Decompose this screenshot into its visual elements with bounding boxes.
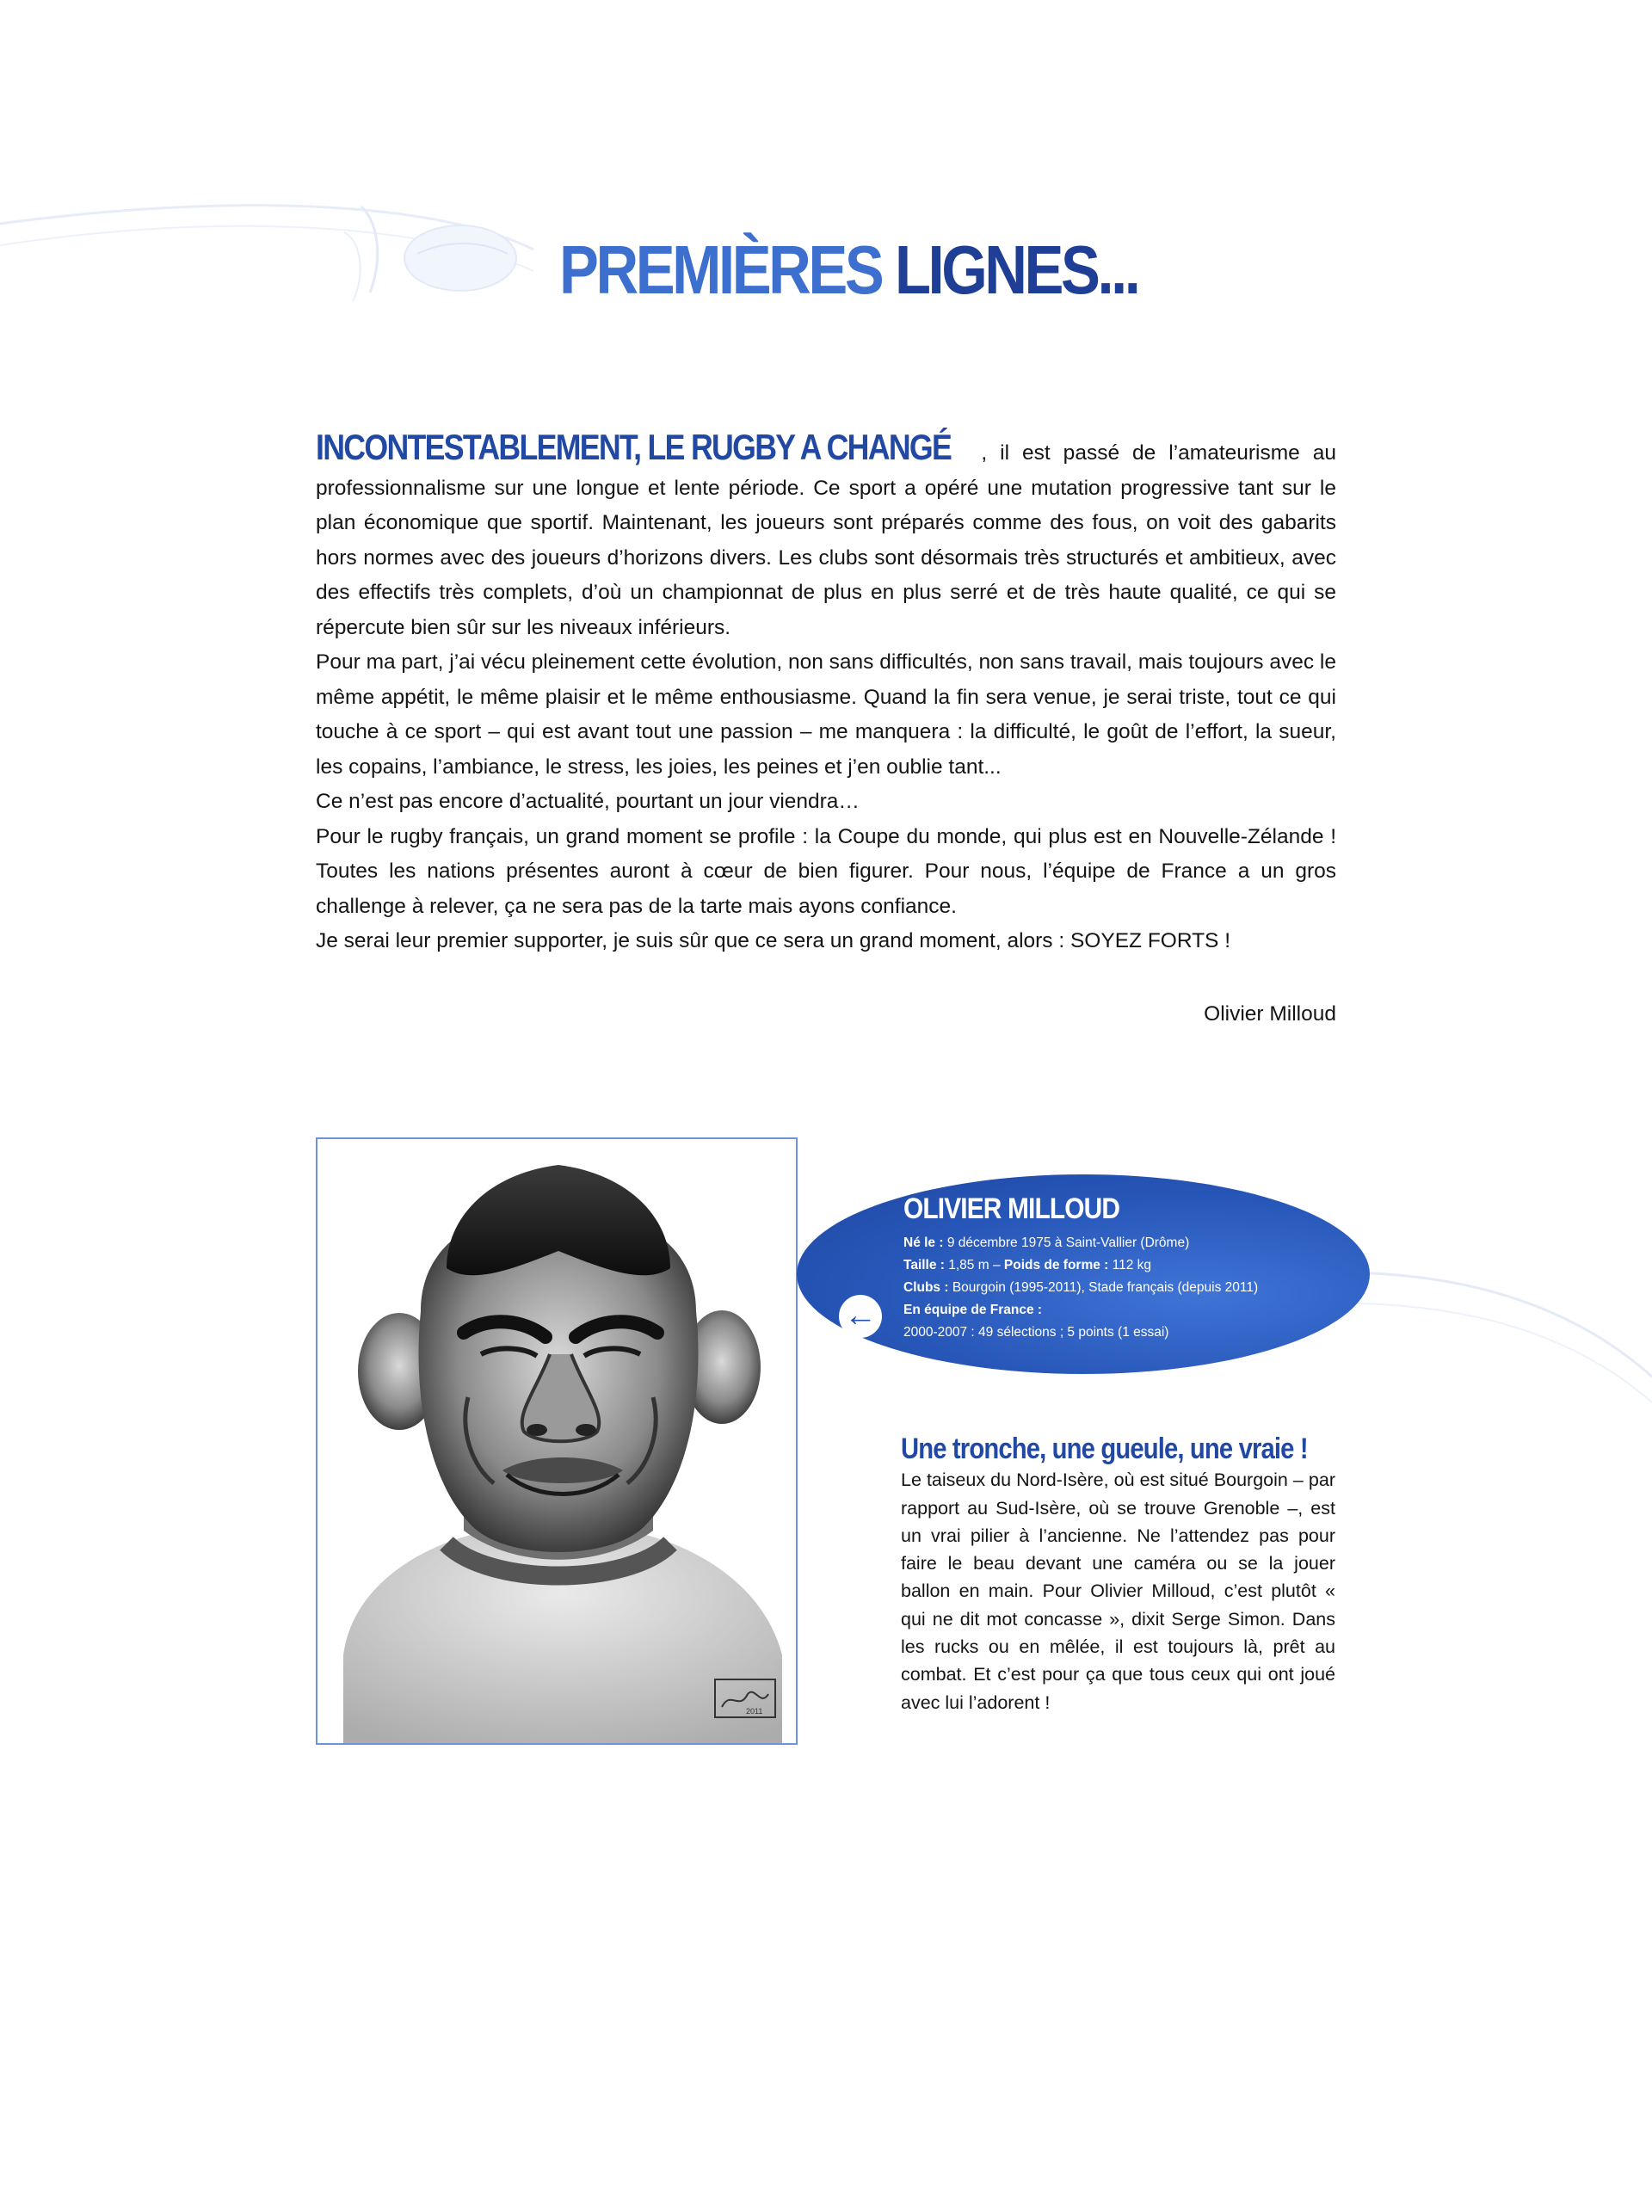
bio-clubs-line: [903, 1277, 1258, 1299]
bio-clubs-label: Clubs :: [903, 1280, 949, 1295]
swoosh-decoration: [1291, 1187, 1652, 1445]
title-part-2: LIGNES...: [894, 231, 1138, 308]
bio-name: OLIVIER MILLOUD: [903, 1192, 1120, 1225]
bio-born-line: [903, 1232, 1258, 1254]
intro-paragraph-1: [316, 427, 1336, 645]
intro-lead: INCONTESTABLEMENT, LE RUGBY A CHANGÉ: [316, 427, 952, 467]
bio-team-label-text: En équipe de France :: [903, 1303, 1043, 1317]
intro-text: [316, 427, 1336, 959]
bio-born-label: Né le :: [903, 1235, 944, 1250]
bio-weight-value: 112 kg: [1108, 1258, 1152, 1272]
intro-paragraph-4: Pour le rugby français, un grand moment se profile : la Coupe du monde, qui plus est en Nouvelle-Zélande ! Toutes les nations présentes auront à cœur de bien figurer. Pour nous, l’équipe de France a un gros challenge à relever, ça ne sera pas de la tarte mais ayons confiance.: [316, 824, 1336, 918]
bio-height-label: Taille :: [903, 1258, 945, 1272]
page-title: [559, 231, 1137, 310]
bio-team-label: [903, 1299, 1258, 1322]
arrow-left-icon: ←: [839, 1295, 882, 1338]
bio-weight-label: Poids de forme :: [1003, 1258, 1109, 1272]
artist-signature-year: 2011: [746, 1707, 763, 1716]
story-text: Le taiseux du Nord-Isère, où est situé Bourgoin – par rapport au Sud-Isère, où se trouve Grenoble –, est un vrai pilier à l’ancienne. Ne l’attendez pas pour faire le beau devant une caméra ou se la jouer ballon en main. Pour Olivier Milloud, c’est plutôt « qui ne dit mot concasse », dixit Serge Simon. Dans les rucks ou en mêlée, il est toujours là, prêt au combat. Et c’est pour ça que tous ceux qui ont joué avec lui l’adorent !: [901, 1470, 1335, 1713]
caricature-portrait: [316, 1137, 798, 1745]
intro-paragraph-5: Je serai leur premier supporter, je suis sûr que ce sera un grand moment, alors : SOYEZ FORTS !: [316, 929, 1231, 952]
intro-paragraph-3: Ce n’est pas encore d’actualité, pourtant un jour viendra…: [316, 790, 860, 813]
story-paragraph: [901, 1435, 1335, 1716]
title-part-1: PREMIÈRES: [559, 231, 882, 308]
bio-size-line: [903, 1254, 1258, 1277]
bio-clubs-value: Bourgoin (1995-2011), Stade français (depuis 2011): [948, 1280, 1259, 1295]
caricature-illustration: [317, 1139, 796, 1743]
bio-team-value: 2000-2007 : 49 sélections ; 5 points (1 essai): [903, 1325, 1169, 1340]
intro-paragraph-2: Pour ma part, j’ai vécu pleinement cette évolution, non sans difficultés, non sans travail, mais toujours avec le même appétit, le même plaisir et le même enthousiasme. Quand la fin sera venue, je serai triste, tout ce qui touche à ce sport – qui est avant tout une passion – me manquera : la difficulté, le goût de l’effort, la sueur, les copains, l’ambiance, le stress, les joies, les peines et j’en oublie tant...: [316, 650, 1336, 779]
bio-height-value: 1,85 m –: [944, 1258, 1004, 1272]
bio-details: [903, 1232, 1258, 1344]
intro-paragraph-1-text: , il est passé de l’amateurisme au professionnalisme sur une longue et lente période. Ce sport a opéré une mutation progressive tant sur le plan économique que sportif. Maintenant, les joueurs sont préparés comme des fous, on voit des gabarits hors normes avec des joueurs d’horizons divers. Les clubs sont désormais très structurés et ambitieux, avec des effectifs très complets, d’où un championnat de plus en plus serré et de très haute qualité, ce qui se répercute bien sûr sur les niveaux inférieurs.: [316, 441, 1336, 639]
story-lead: Une tronche, une gueule, une vraie !: [901, 1433, 1308, 1465]
bio-born-value: 9 décembre 1975 à Saint-Vallier (Drôme): [943, 1235, 1190, 1250]
author-signature: Olivier Milloud: [1204, 1002, 1336, 1026]
